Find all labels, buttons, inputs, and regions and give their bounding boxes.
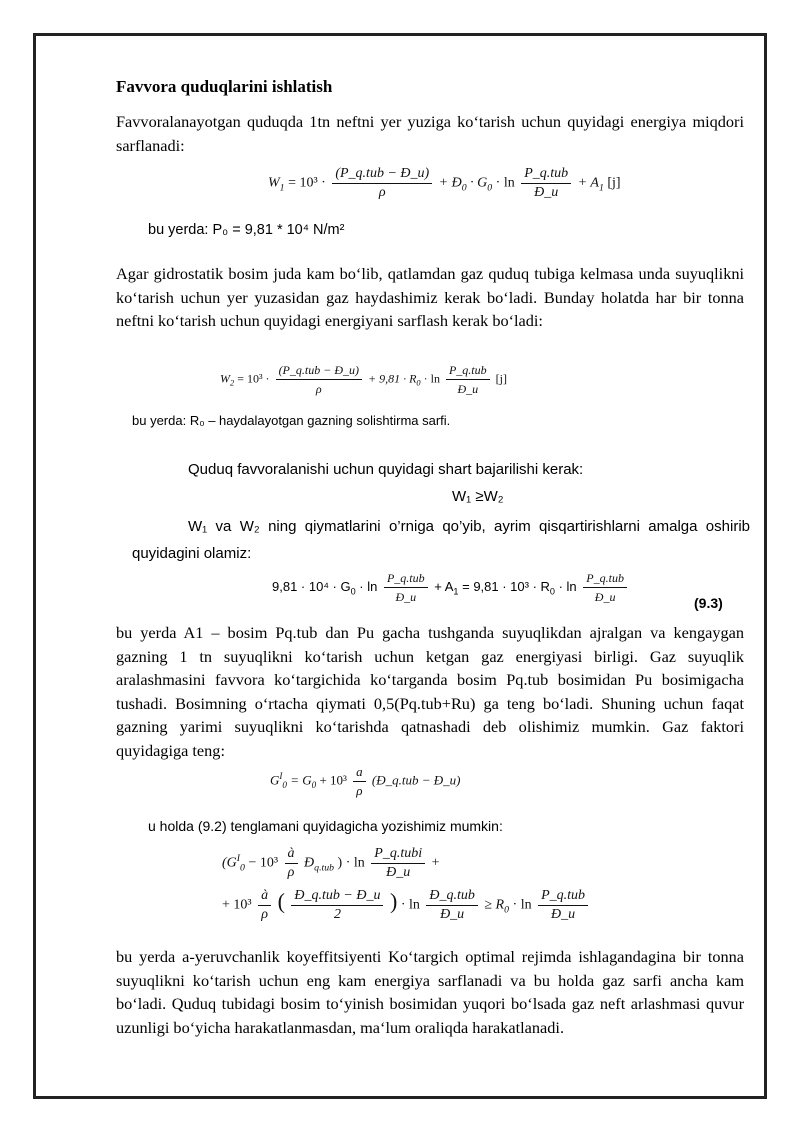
eq2-fraction <box>276 362 362 397</box>
eq4-plus: + 10³ <box>319 772 347 788</box>
eq1-ln: · ln <box>495 175 515 191</box>
eq5-ln2-num: Đ_q.tub <box>426 888 478 906</box>
eq3-frac-den: Đ_u <box>395 590 417 604</box>
eq5-line2-coef: + 10³ <box>222 897 252 913</box>
eq5-ge: ≥ R <box>484 897 505 913</box>
eq1-frac2-den: Đ_u <box>534 185 559 200</box>
eq5-minus: − 10³ <box>248 855 279 871</box>
eq4-frac-num: a <box>353 764 366 782</box>
eq3-fraction <box>384 570 428 605</box>
condition-inequality: W₁ ≥W₂ <box>452 488 504 505</box>
eq3-term-a1: + A <box>434 578 454 594</box>
eq4-eq: = G <box>290 772 312 788</box>
section-heading: Favvora quduqlarini ishlatish <box>116 77 333 96</box>
substitute-paragraph: W₁ va W₂ ning qiymatlarini o’rniga qo’yib, ayrim qisqartirishlarni amalga oshirib quyidagini olamiz: <box>132 518 750 562</box>
eq5-big-den: 2 <box>333 907 341 922</box>
eq2-unit: [j] <box>495 371 507 386</box>
eq4-fraction <box>353 764 366 799</box>
eq5-line2-frac-den: ρ <box>261 907 268 922</box>
eq5-close-ln: ) · ln <box>337 855 365 871</box>
equation-w1 <box>268 166 621 201</box>
equation-gas-factor <box>270 764 461 799</box>
eq5-plus: + <box>431 855 440 871</box>
eq3-frac-num: P_q.tub <box>384 570 428 588</box>
equation-w2 <box>220 362 507 397</box>
eq3-left: 9,81 · 10⁴ · G <box>272 578 351 594</box>
eq1-lhs: W <box>268 175 280 191</box>
eq5-ln-den: Đ_u <box>386 865 411 880</box>
paragraph-optimal-regime: bu yerda a-yeruvchanlik koyeffitsiyenti Ko‘targich optimal rejimda ishlagandagina bir tonna suyuqlikni ko‘tarish uchun eng kam energiya sarflanadi va bu holda gaz sarfi ancha kam bo‘ladi. Quduq tubidagi bosim to‘yinish bosimidan yuqori bo‘lsada gaz neft arlashmasi quvur uzunligi bo‘yicha harakatlanmasdan, ma‘lum oraliqda harakatlanadi. <box>116 947 744 1037</box>
eq5-lparen: ( <box>277 888 285 914</box>
eq5-ge-sub: 0 <box>504 904 510 916</box>
eq1-coef: = 10³ · <box>288 175 326 191</box>
paragraph-gas-injection: Agar gidrostatik bosim juda kam bo‘lib, qatlamdan gaz quduq tubiga kelmasa unda suyuqlikni ko‘tarish uchun yer yuzasidan gaz haydashimiz kerak bo‘ladi. Bunday holatda har bir tonna neftni ko‘tarish uchun quyidagi energiyani sarflash kerak bo‘ladi: <box>116 264 744 330</box>
equation-number: (9.3) <box>694 595 723 611</box>
eq1-frac2-num: P_q.tub <box>521 166 571 184</box>
eq5-ln2-den: Đ_u <box>440 907 465 922</box>
where-p0: bu yerda: P₀ = 9,81 * 10⁴ N/m² <box>148 222 345 238</box>
equation-9-3 <box>272 570 630 605</box>
eq5-ln-num: P_q.tubi <box>371 846 425 864</box>
eq1-fraction <box>332 166 432 201</box>
eq2-term-r0: + 9,81 · R <box>367 371 417 386</box>
eq1-term-a1: + A <box>577 175 599 191</box>
eq1-term-g0-sub: 0 <box>487 182 493 194</box>
eq1-fraction-2 <box>521 166 571 201</box>
eq1-term-d0-sub: 0 <box>461 182 467 194</box>
eq5-ln3-den: Đ_u <box>551 907 576 922</box>
eq5-ln-fraction <box>371 846 425 881</box>
eq1-unit: [j] <box>607 175 621 191</box>
eq2-fraction-2 <box>446 362 490 397</box>
eq2-frac2-den: Đ_u <box>457 382 479 396</box>
eq5-frac-num: à <box>285 846 298 864</box>
eq5-frac-den: ρ <box>287 865 295 880</box>
eq3-frac2-den: Đ_u <box>594 590 616 604</box>
eq3-right: = 9,81 · 10³ · R <box>462 578 550 594</box>
eq3-frac2-num: P_q.tub <box>583 570 627 588</box>
eq5-big-fraction <box>291 888 383 923</box>
paragraph-a1-explanation: bu yerda A1 – bosim Pq.tub dan Pu gacha tushganda suyuqlikdan ajralgan va kengaygan gazning 1 tn suyuqlikni ko‘tarish uchun ketgan gaz energiyasi birligi. Gaz suyuqlik aralashmasini favvora ko‘targichida ko‘targanda bosim Pq.tub bosimidan Pu bosimigacha tushadi. Bosimning o‘rtacha qiymati 0,5(Pq.tub+Ru) ga teng bo‘ladi. Shuning uchun faqat gazning yarimi suyuqlikni ko‘tarishda qatnashadi deb olishimiz mumkin. Gaz faktori quyidagiga teng: <box>116 623 744 760</box>
eq3-ln2: · ln <box>558 578 577 594</box>
eq2-lhs: W <box>220 371 230 386</box>
eq5-line2-frac-num: à <box>258 888 271 906</box>
eq2-frac-den: ρ <box>315 382 322 396</box>
equation-final-line1 <box>222 846 440 881</box>
eq5-d: Đ <box>304 855 315 871</box>
eq2-term-r0-sub: 0 <box>416 378 421 388</box>
eq5-g-sup: I <box>236 853 241 865</box>
eq5-rparen: ) <box>389 888 398 914</box>
eq1-term-a1-sub: 1 <box>598 182 604 194</box>
eq2-frac-num: (P_q.tub − Đ_u) <box>276 362 362 380</box>
eq4-frac-den: ρ <box>356 783 363 798</box>
eq3-fraction-2 <box>583 570 627 605</box>
eq4-lhs: G <box>270 772 280 788</box>
u-holda-text: u holda (9.2) tenglamani quyidagicha yozishimiz mumkin: <box>148 818 503 834</box>
equation-final-line2 <box>222 888 591 923</box>
eq4-lhs-sup: I <box>279 771 283 782</box>
eq4-lhs-sub: 0 <box>282 780 287 791</box>
eq1-term-g0: · G <box>470 175 488 191</box>
eq5-big-num: Đ_q.tub − Đ_u <box>291 888 383 906</box>
eq1-frac-den: ρ <box>378 185 386 200</box>
eq5-d-sub: q.tub <box>314 862 335 874</box>
eq3-term-a1-sub: 1 <box>453 586 459 597</box>
eq1-frac-num: (P_q.tub − Đ_u) <box>332 166 432 184</box>
eq3-ln: · ln <box>359 578 378 594</box>
eq3-left-sub: 0 <box>350 586 356 597</box>
intro-paragraph: Favvoralanayotgan quduqda 1tn neftni yer yuziga ko‘tarish uchun quyidagi energiya miqdori sarflanadi: <box>116 112 744 155</box>
eq1-term-d0: + Đ <box>438 175 462 191</box>
eq5-ln2-fraction <box>426 888 478 923</box>
eq4-paren: (Đ_q.tub − Đ_u) <box>371 772 461 788</box>
eq5-ln3-num: P_q.tub <box>538 888 588 906</box>
condition-title: Quduq favvoralanishi uchun quyidagi shart bajarilishi kerak: <box>188 461 584 478</box>
eq2-lhs-sub: 2 <box>230 378 235 388</box>
eq4-eq-sub: 0 <box>311 780 317 791</box>
eq5-ln3: · ln <box>512 897 532 913</box>
eq5-open: (G <box>222 855 237 871</box>
eq2-coef: = 10³ · <box>237 371 270 386</box>
eq5-fraction-a <box>285 846 298 881</box>
eq3-right-sub: 0 <box>549 586 555 597</box>
eq5-g-sub: 0 <box>240 862 245 874</box>
eq5-line2-ln: · ln <box>400 897 420 913</box>
eq5-ln3-fraction <box>538 888 588 923</box>
eq2-ln: · ln <box>423 371 440 386</box>
eq5-line2-fraction-a <box>258 888 271 923</box>
eq1-lhs-sub: 1 <box>279 182 285 194</box>
where-r0: bu yerda: R₀ – haydalayotgan gazning solishtirma sarfi. <box>132 413 451 428</box>
eq2-frac2-num: P_q.tub <box>446 362 490 380</box>
